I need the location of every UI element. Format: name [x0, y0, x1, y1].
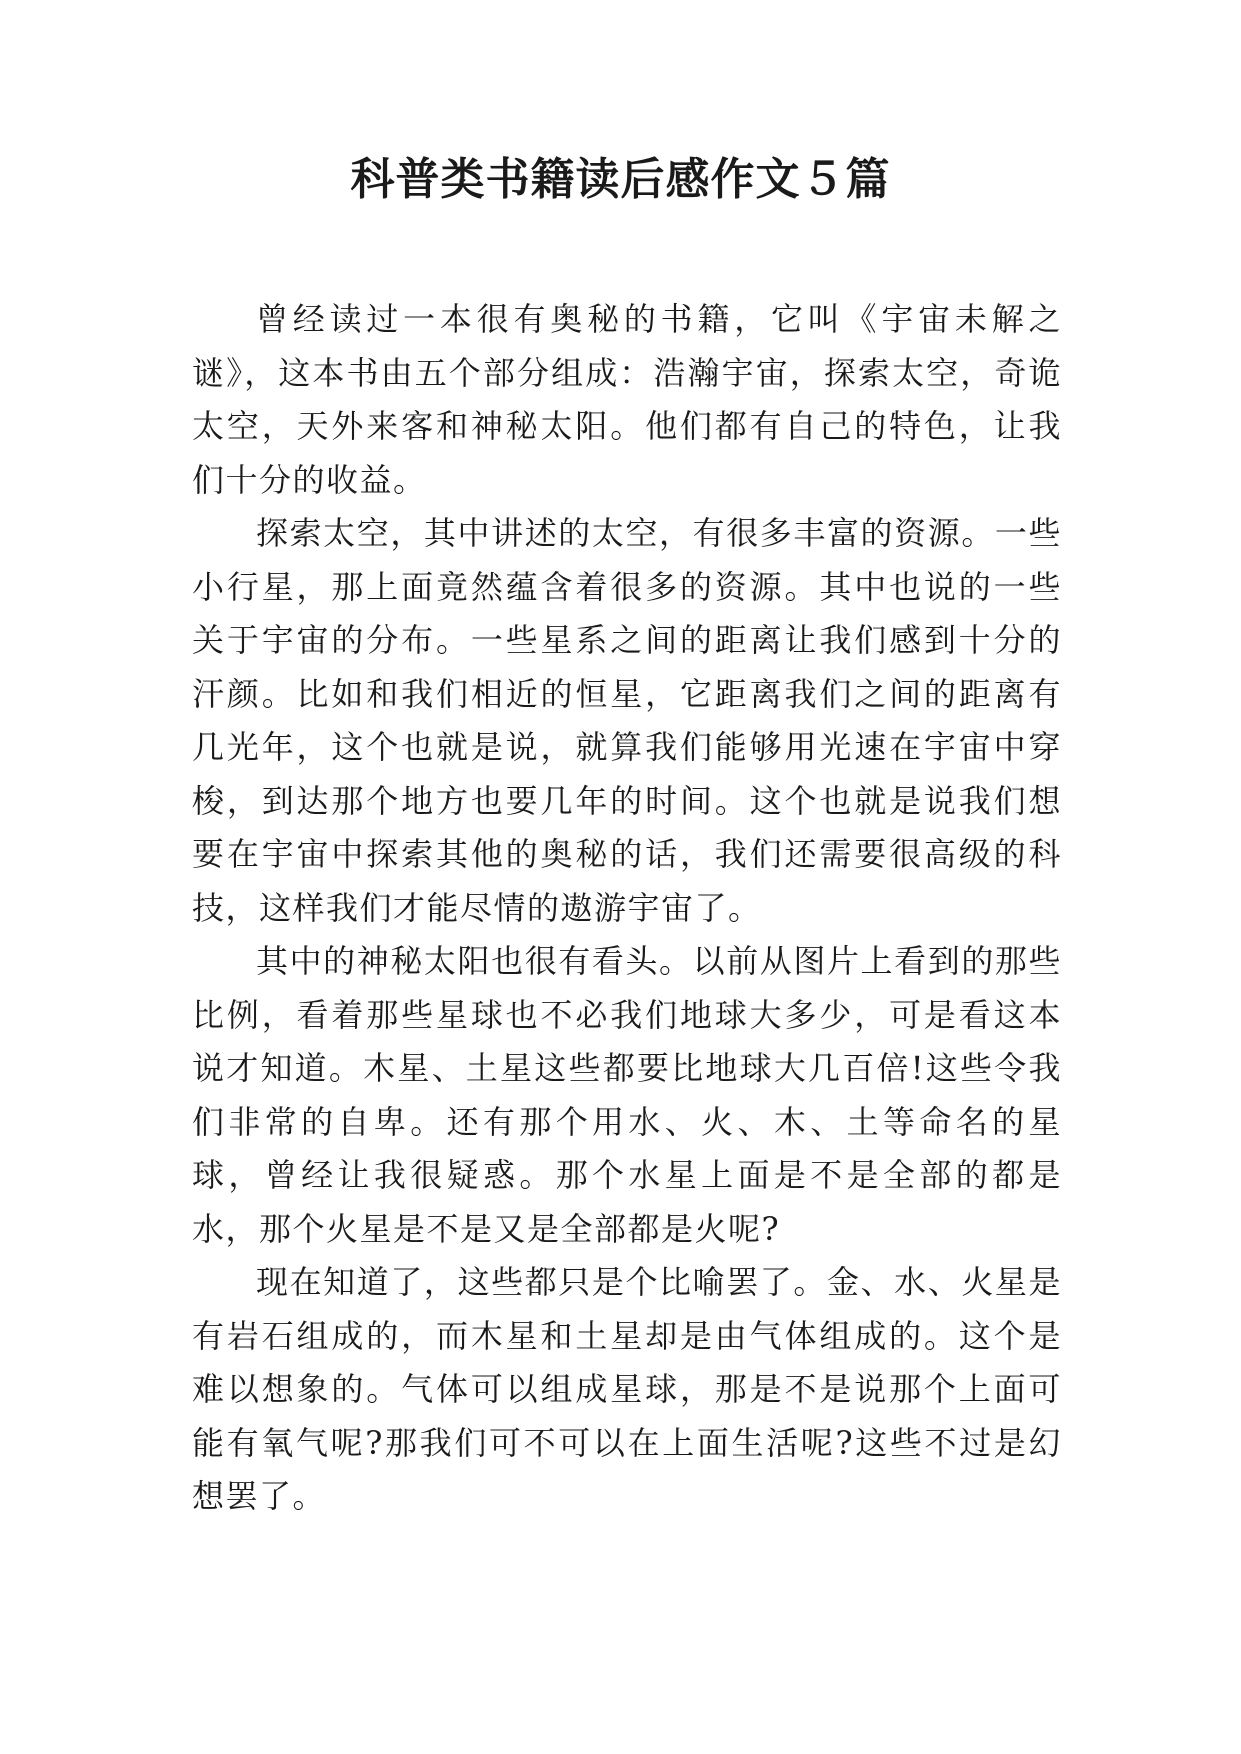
- paragraph-4: 现在知道了，这些都只是个比喻罢了。金、水、火星是有岩石组成的，而木星和土星却是由气体组成的。这个是难以想象的。气体可以组成星球，那是不是说那个上面可能有氧气呢?那我们可不可以在上面生活呢?这些不过是幻想罢了。: [192, 1263, 1062, 1515]
- document-body: [192, 293, 1062, 1524]
- paragraph-3: 其中的神秘太阳也很有看头。以前从图片上看到的那些比例，看着那些星球也不必我们地球大多少，可是看这本说才知道。木星、土星这些都要比地球大几百倍!这些令我们非常的自卑。还有那个用水、火、木、土等命名的星球，曾经让我很疑惑。那个水星上面是不是全部的都是水，那个火星是不是又是全部都是火呢?: [192, 942, 1062, 1248]
- paragraph-2: 探索太空，其中讲述的太空，有很多丰富的资源。一些小行星，那上面竟然蕴含着很多的资源。其中也说的一些关于宇宙的分布。一些星系之间的距离让我们感到十分的汗颜。比如和我们相近的恒星，它距离我们之间的距离有几光年，这个也就是说，就算我们能够用光速在宇宙中穿梭，到达那个地方也要几年的时间。这个也就是说我们想要在宇宙中探索其他的奥秘的话，我们还需要很高级的科技，这样我们才能尽情的遨游宇宙了。: [192, 514, 1062, 927]
- document-title: 科普类书籍读后感作文５篇: [350, 154, 891, 205]
- paragraph-1: 曾经读过一本很有奥秘的书籍，它叫《宇宙未解之谜》，这本书由五个部分组成：浩瀚宇宙，探索太空，奇诡太空，天外来客和神秘太阳。他们都有自己的特色，让我们十分的收益。: [192, 300, 1062, 499]
